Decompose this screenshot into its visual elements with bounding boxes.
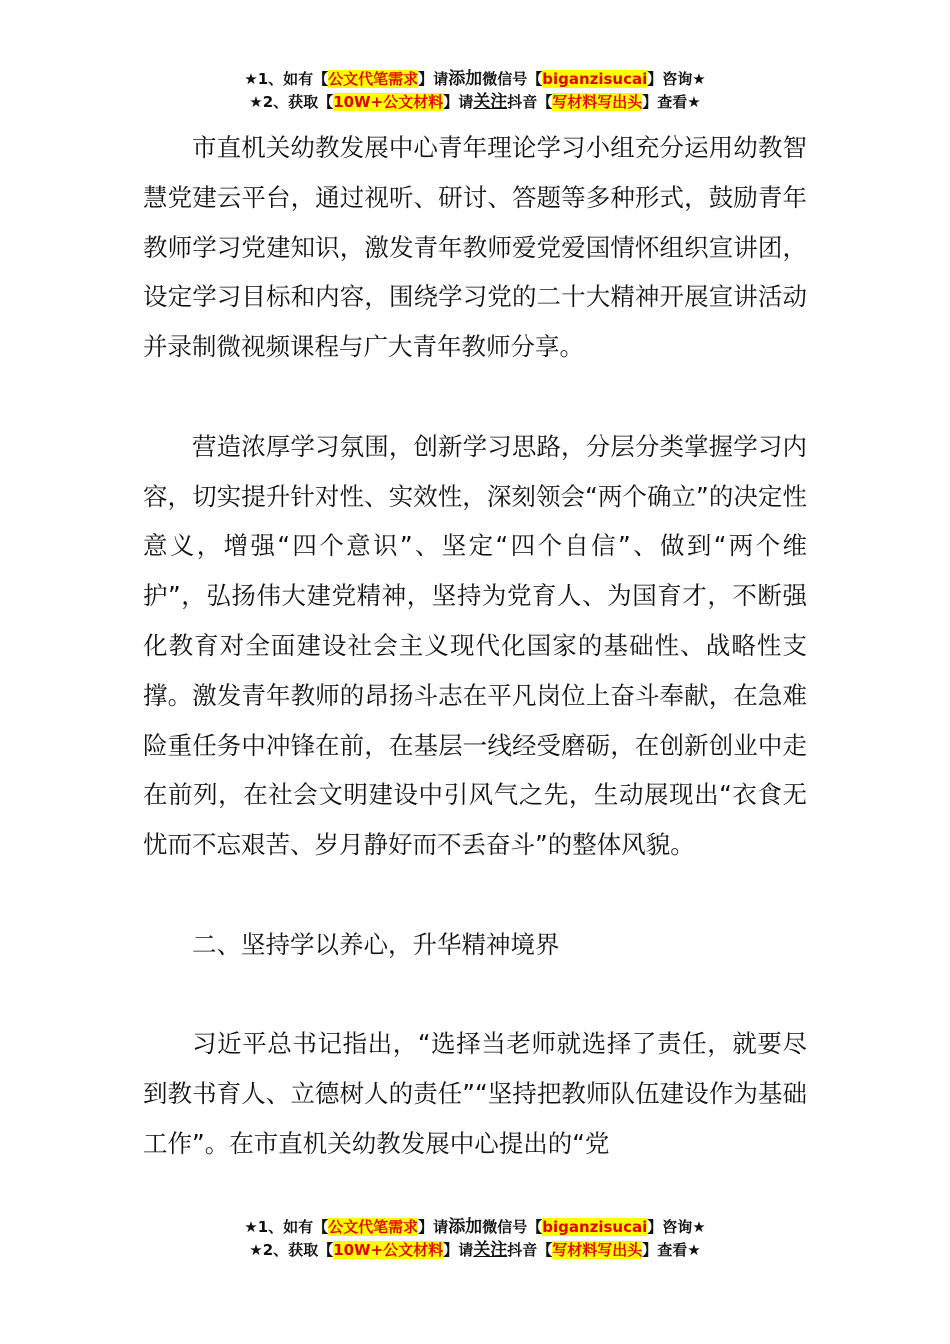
banner-line-1: ★1、如有【公文代笔需求】请添加微信号【biganzisucai】咨询★ <box>244 1217 706 1237</box>
highlight-douyin: 写材料写出头 <box>552 93 643 111</box>
highlight-wechat-id: biganzisucai <box>542 70 648 88</box>
highlight-materials: 10W+公文材料 <box>333 93 444 111</box>
highlight-service: 公文代笔需求 <box>328 70 419 88</box>
paragraph-3: 习近平总书记指出，“选择当老师就选择了责任，就要尽到教书育人、立德树人的责任”“坚持把教师队伍建设作为基础工作”。在市直机关幼教发展中心提出的“党 <box>143 1029 807 1158</box>
top-banner <box>0 68 950 114</box>
highlight-service: 公文代笔需求 <box>328 1218 419 1236</box>
banner-line-2: ★2、获取【10W+公文材料】请关注抖音【写材料写出头】查看★ <box>249 1240 701 1260</box>
highlight-douyin: 写材料写出头 <box>552 1241 643 1259</box>
paragraph-gap <box>143 372 807 422</box>
highlight-materials: 10W+公文材料 <box>333 1241 444 1259</box>
section-heading: 二、坚持学以养心，升华精神境界 <box>192 929 560 959</box>
paragraph-gap <box>143 870 807 920</box>
highlight-wechat-id: biganzisucai <box>542 1218 648 1236</box>
banner-line-2: ★2、获取【10W+公文材料】请关注抖音【写材料写出头】查看★ <box>249 92 701 112</box>
paragraph-gap <box>143 970 807 1020</box>
banner-line-1: ★1、如有【公文代笔需求】请添加微信号【biganzisucai】咨询★ <box>244 69 706 89</box>
paragraph-2: 营造浓厚学习氛围，创新学习思路，分层分类掌握学习内容，切实提升针对性、实效性，深刻领会“两个确立”的决定性意义，增强“四个意识”、坚定“四个自信”、做到“两个维护”，弘扬伟大建党精神，坚持为党育人、为国育才，不断强化教育对全面建设社会主义现代化国家的基础性、战略性支撑。激发青年教师的昂扬斗志在平凡岗位上奋斗奉献，在急难险重任务中冲锋在前，在基层一线经受磨砺，在创新创业中走在前列，在社会文明建设中引风气之先，生动展现出“衣食无忧而不忘艰苦、岁月静好而不丢奋斗”的整体风貌。 <box>143 431 807 860</box>
bottom-banner <box>0 1216 950 1262</box>
document-body <box>143 123 807 1169</box>
paragraph-1: 市直机关幼教发展中心青年理论学习小组充分运用幼教智慧党建云平台，通过视听、研讨、答题等多种形式，鼓励青年教师学习党建知识，激发青年教师爱党爱国情怀组织宣讲团，设定学习目标和内容，围绕学习党的二十大精神开展宣讲活动并录制微视频课程与广大青年教师分享。 <box>143 133 807 362</box>
